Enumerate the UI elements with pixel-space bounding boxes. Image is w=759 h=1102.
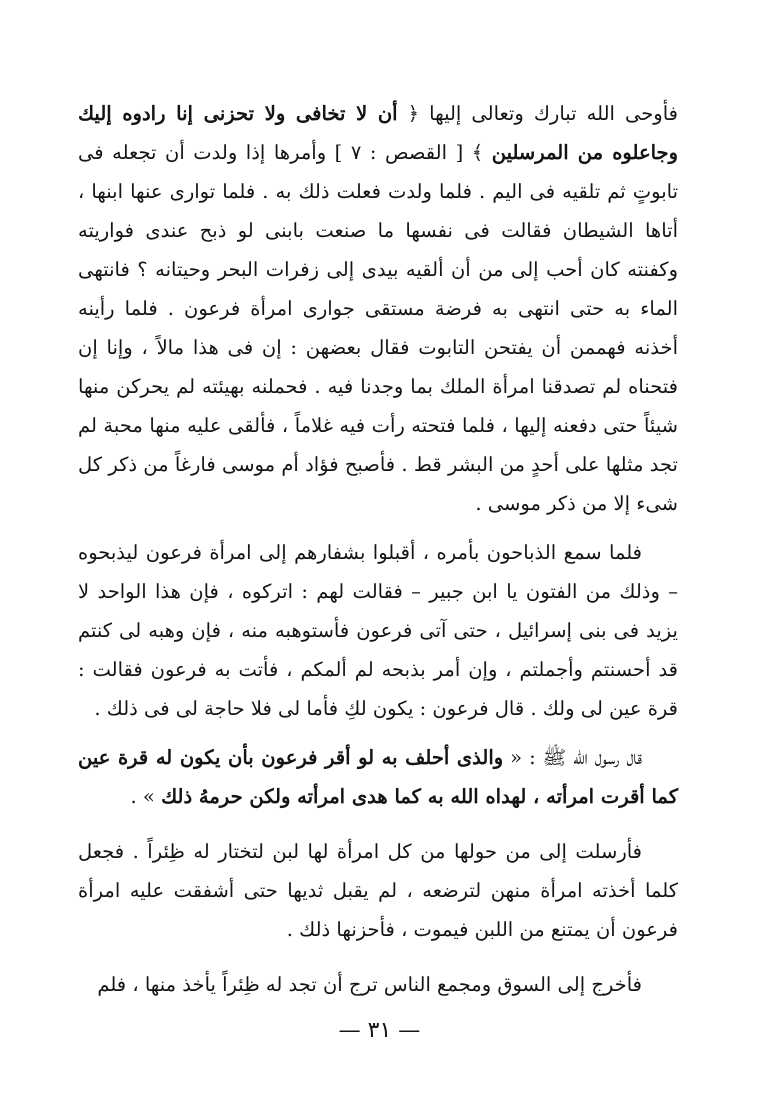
page-number: — ٣١ — — [338, 1018, 421, 1043]
paragraph-3 — [78, 738, 678, 816]
text-run: فأخرج إلى السوق ومجمع الناس ترج أن تجد له ظِئراً يأخذ منها ، فلم — [97, 973, 642, 996]
paragraph-5 — [78, 965, 678, 1004]
text-run: » . — [130, 785, 162, 808]
text-run: فأرسلت إلى من حولها من كل امرأة لها لبن لتختار له ظِئراً . فجعل كلما أخذته امرأة منهن لترضعه ، لم يقبل ثديها حتى أشفقت عليه امرأة فرعون أن يمتنع من اللبن فيموت ، فأحزنها ذلك . — [78, 840, 678, 941]
text-run: فأوحى الله تبارك وتعالى إليها ﴿ — [397, 102, 678, 125]
text-run: فلما سمع الذباحون بأمره ، أقبلوا بشفارهم إلى امرأة فرعون ليذبحوه – وذلك من الفتون يا ابن جبير – فقالت لهم : اتركوه ، فإن هذا الواحد لا يزيد فى بنى إسرائيل ، حتى آتى فرعون فأستوهبه منه ، فإن وهبه لى كنتم قد أحسنتم وأجملتم ، وإن أمر بذبحه لم ألمكم ، فأتت به فرعون فقالت : قرة عين لى ولك . قال فرعون : يكون لكِ فأما لى فلا حاجة لى فى ذلك . — [78, 541, 678, 720]
hadith-quote: والذى أحلف به لو أقر فرعون بأن يكون له قرة عين كما أقرت امرأته ، لهداه الله به كما هدى امرأته ولكن حرمهُ ذلك — [78, 746, 678, 808]
paragraph-1 — [78, 94, 678, 523]
text-run: قال رسول الله ﷺ : « — [503, 746, 642, 769]
body-text — [78, 94, 678, 1004]
paragraph-2 — [78, 533, 678, 728]
paragraph-4 — [78, 832, 678, 949]
quran-verse: أن لا تخافى ولا تحزنى إنا رادوه إليك وجاعلوه من المرسلين — [78, 102, 678, 164]
text-run: ﴾ [ القصص : ٧ ] وأمرها إذا ولدت أن تجعله فى تابوتٍ ثم تلقيه فى اليم . فلما ولدت فعلت ذلك به . فلما توارى عنها ابنها ، أتاها الشيطان فقالت فى نفسها ما صنعت بابنى لو ذبح عندى فواريته وكفنته كان أحب إلى من أن ألقيه بيدى إلى زفرات البحر وحيتانه ؟ فانتهى الماء به حتى انتهى به فرضة مستقى جوارى امرأة فرعون . فلما رأينه أخذنه فهممن أن يفتحن التابوت فقال بعضهن : إن فى هذا مالاً ، وإنا إن فتحناه لم تصدقنا امرأة الملك بما وجدنا فيه . فحملنه بهيئته لم يحركن منها شيئاً حتى دفعنه إليها ، فلما فتحته رأت فيه غلاماً ، فألقى عليه منها محبة لم تجد مثلها على أحدٍ من البشر قط . فأصبح فؤاد أم موسى فارغاً من ذكر كل شىء إلا من ذكر موسى . — [78, 141, 678, 515]
